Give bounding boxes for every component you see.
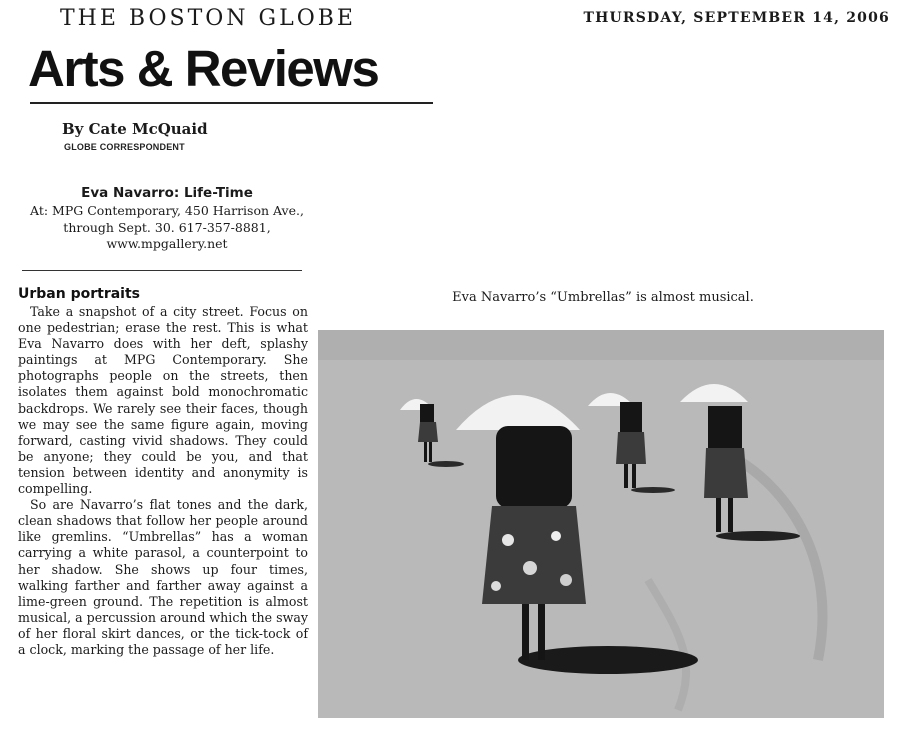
exhibit-venue: At: MPG Contemporary, 450 Harrison Ave., <box>30 203 304 218</box>
figure-leg <box>424 442 427 462</box>
umbrellas-painting <box>318 330 884 718</box>
byline-role: GLOBE CORRESPONDENT <box>64 142 185 152</box>
figure-leg <box>429 442 432 462</box>
article-subhead: Urban portraits <box>18 286 140 302</box>
figure-skirt <box>704 448 748 498</box>
painting-top-band <box>318 330 884 360</box>
figure-skirt <box>418 422 438 442</box>
skirt-flower <box>491 581 501 591</box>
masthead: THE BOSTON GLOBE <box>60 6 356 31</box>
info-rule <box>22 270 302 271</box>
skirt-flower <box>560 574 572 586</box>
exhibit-info <box>22 184 312 253</box>
exhibit-dates-phone: through Sept. 30. 617-357-8881, <box>63 219 271 235</box>
exhibit-title: Eva Navarro: Life-Time <box>81 185 253 201</box>
shadow <box>631 487 675 493</box>
skirt-flower <box>523 561 537 575</box>
article-paragraph: So are Navarro’s flat tones and the dark, clean shadows that follow her people around like gremlins. “Umbrellas” has a woman carrying a white parasol, a counterpoint to her shadow. She shows up four times, walking farther and farther away against a lime-green ground. The repetition is almost musical, a percussion around which the sway of her floral skirt dances, or the tick-tock of a clock, marking the passage of her life. <box>18 497 308 657</box>
figure-top <box>708 406 742 448</box>
skirt-flower <box>502 534 514 546</box>
skirt-flower <box>551 531 561 541</box>
figure-top <box>620 402 642 432</box>
section-title: Arts & Reviews <box>28 40 379 97</box>
figure-leg <box>522 604 529 660</box>
figure-top <box>496 426 572 508</box>
figure-leg <box>538 604 545 660</box>
byline-author: By Cate McQuaid <box>62 120 208 138</box>
shadow <box>716 531 800 541</box>
article-paragraph: Take a snapshot of a city street. Focus on one pedestrian; erase the rest. This is what Eva Navarro does with her deft, splashy paintings at MPG Contemporary. She photographs people on the streets, then isolates them against bold monochromatic backdrops. We rarely see their faces, though we may see the same figure again, moving forward, casting vivid shadows. They could be anyone; they could be you, and that tension between identity and anonymity is compelling. <box>18 304 308 497</box>
figure-leg <box>624 464 628 488</box>
figure-leg <box>728 498 733 532</box>
header-rule <box>30 102 433 104</box>
shadow <box>428 461 464 467</box>
figure-top <box>420 404 434 422</box>
exhibit-website: www.mpgallery.net <box>106 236 228 251</box>
painting-svg <box>318 330 884 718</box>
figure-leg <box>632 464 636 488</box>
figure-leg <box>716 498 721 532</box>
article-body <box>18 304 308 658</box>
image-caption: Eva Navarro’s “Umbrellas” is almost musical. <box>452 290 754 305</box>
figure-skirt <box>616 432 646 464</box>
dateline: THURSDAY, SEPTEMBER 14, 2006 <box>583 10 890 26</box>
